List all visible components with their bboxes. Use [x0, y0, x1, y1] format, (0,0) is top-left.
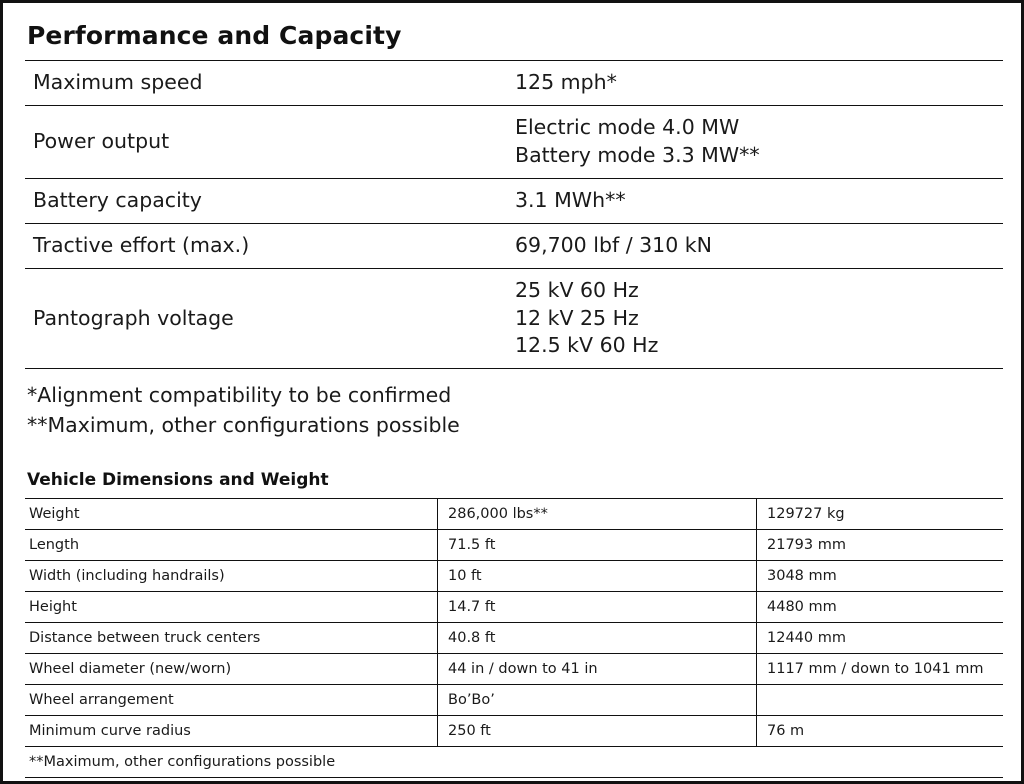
dimension-label: Length	[25, 530, 438, 561]
spec-value	[501, 61, 1003, 106]
dimension-label: Weight	[25, 499, 438, 530]
spec-value-line: 69,700 lbf / 310 kN	[515, 233, 712, 257]
table-row	[25, 61, 1003, 106]
dimension-label: Width (including handrails)	[25, 561, 438, 592]
performance-capacity-table	[25, 60, 1003, 369]
spec-label: Tractive effort (max.)	[25, 224, 501, 269]
dimension-label: Wheel arrangement	[25, 685, 438, 716]
table-row	[25, 592, 1003, 623]
dimension-label: Minimum curve radius	[25, 716, 438, 747]
table-row	[25, 224, 1003, 269]
table-row	[25, 716, 1003, 747]
table-row	[25, 654, 1003, 685]
dimension-imperial: Bo’Bo’	[438, 685, 757, 716]
table-row	[25, 499, 1003, 530]
spec-label: Pantograph voltage	[25, 269, 501, 369]
spec-value-line: 12.5 kV 60 Hz	[515, 332, 659, 357]
dimension-metric: 4480 mm	[757, 592, 1004, 623]
spec-value-line: Electric mode 4.0 MW	[515, 115, 740, 140]
spec-value-line: 12 kV 25 Hz	[515, 305, 639, 330]
table-row	[25, 685, 1003, 716]
footnote-line: **Maximum, other configurations possible	[27, 412, 460, 437]
dimension-imperial: 10 ft	[438, 561, 757, 592]
dimension-metric: 129727 kg	[757, 499, 1004, 530]
spec-value	[501, 178, 1003, 223]
table-row	[25, 106, 1003, 179]
spec-label: Battery capacity	[25, 178, 501, 223]
spec-label: Power output	[25, 106, 501, 179]
spec-value-line: Battery mode 3.3 MW**	[515, 142, 760, 167]
table-row	[25, 623, 1003, 654]
table-footnote-row	[25, 747, 1003, 778]
dimension-imperial: 286,000 lbs**	[438, 499, 757, 530]
dimension-imperial: 250 ft	[438, 716, 757, 747]
spec-value	[501, 106, 1003, 179]
dimensions-section-title: Vehicle Dimensions and Weight	[27, 470, 329, 491]
dimension-imperial: 14.7 ft	[438, 592, 757, 623]
dimension-imperial: 44 in / down to 41 in	[438, 654, 757, 685]
table-row	[25, 269, 1003, 369]
dimension-label: Height	[25, 592, 438, 623]
dimension-imperial: 40.8 ft	[438, 623, 757, 654]
spec-value	[501, 269, 1003, 369]
spec-value-line: 3.1 MWh**	[515, 187, 626, 212]
vehicle-dimensions-table	[25, 498, 1003, 778]
dimension-imperial: 71.5 ft	[438, 530, 757, 561]
page-content	[3, 21, 1021, 778]
dimension-metric: 1117 mm / down to 1041 mm	[757, 654, 1004, 685]
spec-label: Maximum speed	[25, 61, 501, 106]
table-row	[25, 561, 1003, 592]
spec-value-line: 25 kV 60 Hz	[515, 278, 639, 303]
spec-value-line: 125 mph*	[515, 70, 617, 94]
dimension-metric: 76 m	[757, 716, 1004, 747]
table-row	[25, 178, 1003, 223]
dimension-metric: 3048 mm	[757, 561, 1004, 592]
dimension-metric: 21793 mm	[757, 530, 1004, 561]
footnote-line: *Alignment compatibility to be confirmed	[27, 383, 452, 407]
dimension-label: Distance between truck centers	[25, 623, 438, 654]
dimension-label: Wheel diameter (new/worn)	[25, 654, 438, 685]
dimension-metric: 12440 mm	[757, 623, 1004, 654]
performance-section-title: Performance and Capacity	[27, 21, 402, 50]
dimension-metric	[757, 685, 1004, 716]
spec-value	[501, 224, 1003, 269]
table-row	[25, 530, 1003, 561]
performance-footnotes	[27, 381, 999, 440]
dimensions-footnote: **Maximum, other configurations possible	[25, 747, 1003, 778]
